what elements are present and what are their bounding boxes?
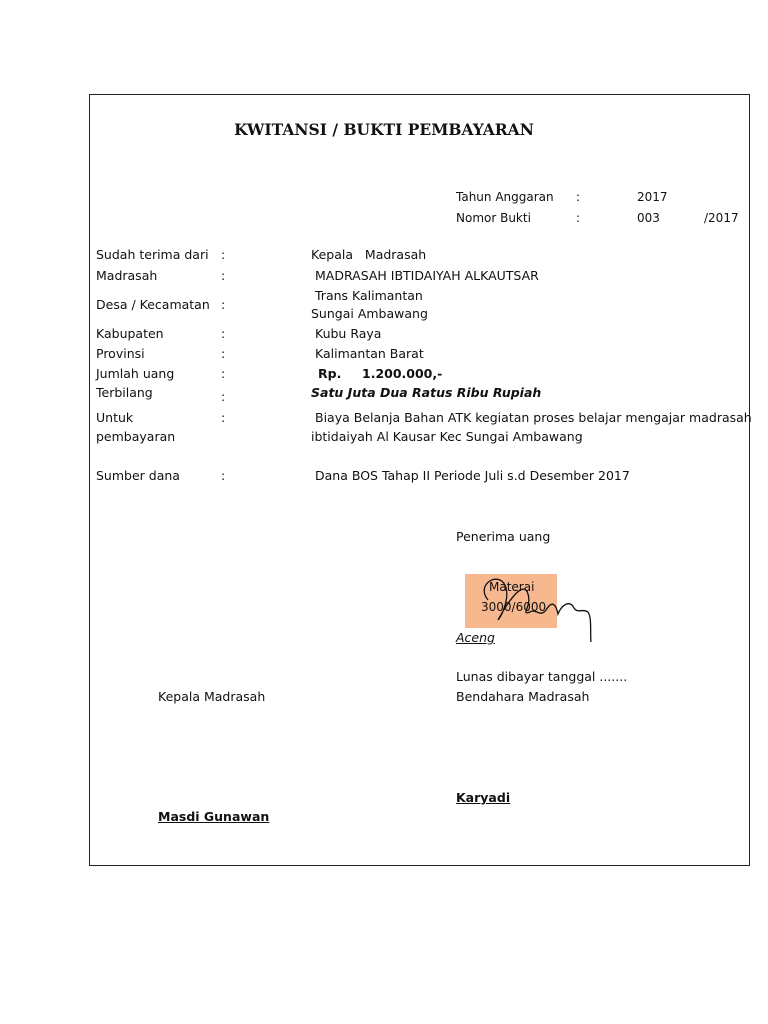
bendahara-label: Bendahara Madrasah xyxy=(456,689,590,704)
materai-line1: Materai xyxy=(489,580,535,594)
desa-colon: : xyxy=(221,297,226,312)
nomor-bukti-value: 003 xyxy=(637,211,660,225)
desa-value-line2: Sungai Ambawang xyxy=(311,306,428,321)
terima-colon: : xyxy=(221,247,226,262)
provinsi-label: Provinsi xyxy=(96,346,145,361)
desa-value-line1: Trans Kalimantan xyxy=(315,288,423,303)
provinsi-value: Kalimantan Barat xyxy=(315,346,424,361)
terima-label: Sudah terima dari xyxy=(96,247,209,262)
madrasah-value: MADRASAH IBTIDAIYAH ALKAUTSAR xyxy=(315,268,539,283)
kepala-name: Masdi Gunawan xyxy=(158,809,270,824)
terbilang-value: Satu Juta Dua Ratus Ribu Rupiah xyxy=(311,385,542,400)
terima-value: Kepala Madrasah xyxy=(311,247,427,262)
nomor-bukti-suffix: /2017 xyxy=(704,211,739,225)
jumlah-value: 1.200.000,- xyxy=(362,366,443,381)
tahun-anggaran-label: Tahun Anggaran xyxy=(456,190,554,204)
signature-stroke xyxy=(484,579,591,642)
kabupaten-colon: : xyxy=(221,326,226,341)
penerima-name: Aceng xyxy=(456,630,495,645)
nomor-bukti-colon: : xyxy=(576,211,581,225)
penerima-label: Penerima uang xyxy=(456,529,551,544)
untuk-value-line1: Biaya Belanja Bahan ATK kegiatan proses belajar mengajar madrasah xyxy=(315,410,752,425)
materai-line2: 3000/6000 xyxy=(481,600,547,614)
receipt-title: KWITANSI / BUKTI PEMBAYARAN xyxy=(234,120,534,139)
tahun-anggaran-colon: : xyxy=(576,190,581,204)
sumber-colon: : xyxy=(221,468,226,483)
terbilang-label: Terbilang xyxy=(96,385,153,400)
kabupaten-value: Kubu Raya xyxy=(315,326,382,341)
untuk-label-line2: pembayaran xyxy=(96,429,176,444)
desa-label: Desa / Kecamatan xyxy=(96,297,210,312)
untuk-value-line2: ibtidaiyah Al Kausar Kec Sungai Ambawang xyxy=(311,429,583,444)
kepala-label: Kepala Madrasah xyxy=(158,689,266,704)
provinsi-colon: : xyxy=(221,346,226,361)
madrasah-label: Madrasah xyxy=(96,268,158,283)
tahun-anggaran-value: 2017 xyxy=(637,190,668,204)
untuk-label-line1: Untuk xyxy=(96,410,134,425)
jumlah-currency: Rp. xyxy=(318,366,342,381)
bendahara-name: Karyadi xyxy=(456,790,511,805)
sumber-value: Dana BOS Tahap II Periode Juli s.d Desember 2017 xyxy=(315,468,630,483)
lunas-text: Lunas dibayar tanggal ....... xyxy=(456,669,628,684)
terbilang-colon: : xyxy=(221,389,226,404)
kabupaten-label: Kabupaten xyxy=(96,326,164,341)
madrasah-colon: : xyxy=(221,268,226,283)
sumber-label: Sumber dana xyxy=(96,468,180,483)
jumlah-label: Jumlah uang xyxy=(96,366,175,381)
nomor-bukti-label: Nomor Bukti xyxy=(456,211,531,225)
jumlah-colon: : xyxy=(221,366,226,381)
untuk-colon: : xyxy=(221,410,226,425)
